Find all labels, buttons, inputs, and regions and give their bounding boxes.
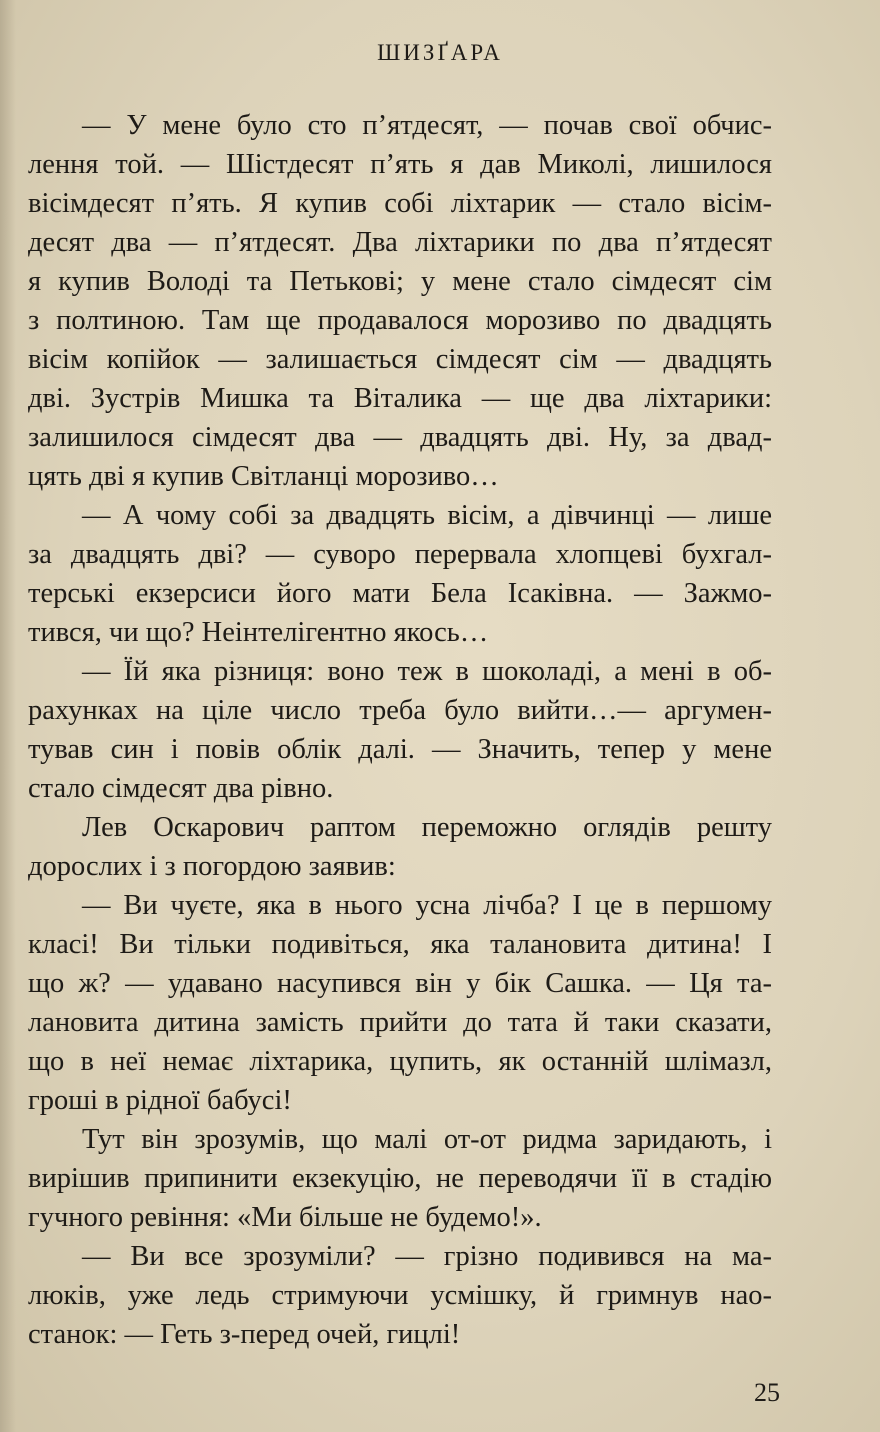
text-line: — У мене було сто п’ятдесят, — почав свої обчис- (82, 110, 772, 141)
text-line: класі! Ви тільки подивіться, яка талановита дитина! І (28, 929, 772, 960)
text-line: станок: — Геть з-перед очей, гицлі! (28, 1319, 461, 1350)
text-line: що в неї немає ліхтарика, цупить, як останній шлімазл, (28, 1046, 772, 1077)
text-line: з полтиною. Там ще продавалося морозиво по двадцять (28, 305, 772, 336)
text-line: що ж? — удавано насупився він у бік Сашка. — Ця та- (28, 968, 772, 999)
text-line: вирішив припинити екзекуцію, не переводячи її в стадію (28, 1163, 772, 1194)
text-line: гроші в рідної бабусі! (28, 1085, 292, 1116)
page-number: 25 (754, 1378, 780, 1407)
text-line: — Їй яка різниця: воно теж в шоколаді, а мені в об- (82, 656, 772, 687)
text-line: тував син і повів облік далі. — Значить, тепер у мене (28, 734, 772, 765)
text-line: рахунках на ціле число треба було вийти…— аргумен- (28, 695, 772, 726)
text-line: вісім копійок — залишається сімдесят сім — двадцять (28, 344, 772, 375)
text-line: лення той. — Шістдесят п’ять я дав Миколі, лишилося (28, 149, 772, 180)
text-line: цять дві я купив Світланці морозиво… (28, 461, 499, 492)
page-gutter-shadow (0, 0, 16, 1432)
text-line: Тут він зрозумів, що малі от-от ридма заридають, і (82, 1124, 772, 1155)
text-line: Лев Оскарович раптом переможно оглядів решту (82, 812, 772, 843)
text-line: — Ви чуєте, яка в нього усна лічба? І це в першому (82, 890, 772, 921)
running-head: ШИЗҐАРА (377, 40, 503, 65)
text-line: вісімдесят п’ять. Я купив собі ліхтарик — стало вісім- (28, 188, 772, 219)
text-line: люків, уже ледь стримуючи усмішку, й гримнув нао- (28, 1280, 772, 1311)
text-line: тився, чи що? Неінтелігентно якось… (28, 617, 489, 648)
text-line: я купив Володі та Петькові; у мене стало сімдесят сім (28, 266, 772, 297)
text-line: стало сімдесят два рівно. (28, 773, 334, 804)
text-line: дві. Зустрів Мишка та Віталика — ще два ліхтарики: (28, 383, 772, 414)
text-line: — А чому собі за двадцять вісім, а дівчинці — лише (82, 500, 772, 531)
text-line: гучного ревіння: «Ми більше не будемо!». (28, 1202, 542, 1233)
text-line: — Ви все зрозуміли? — грізно подивився на ма- (82, 1241, 772, 1272)
text-line: за двадцять дві? — суворо перервала хлопцеві бухгал- (28, 539, 772, 570)
text-line: ланoвита дитина замість прийти до тата й таки сказати, (28, 1007, 772, 1038)
text-line: десят два — п’ятдесят. Два ліхтарики по два п’ятдесят (28, 227, 772, 258)
body-text (28, 106, 772, 1354)
text-line: терські екзерсиси його мати Бела Ісаківна. — Зажмо- (28, 578, 772, 609)
text-line: дорослих і з погордою заявив: (28, 851, 396, 882)
text-line: залишилося сімдесят два — двадцять дві. Ну, за двад- (28, 422, 772, 453)
